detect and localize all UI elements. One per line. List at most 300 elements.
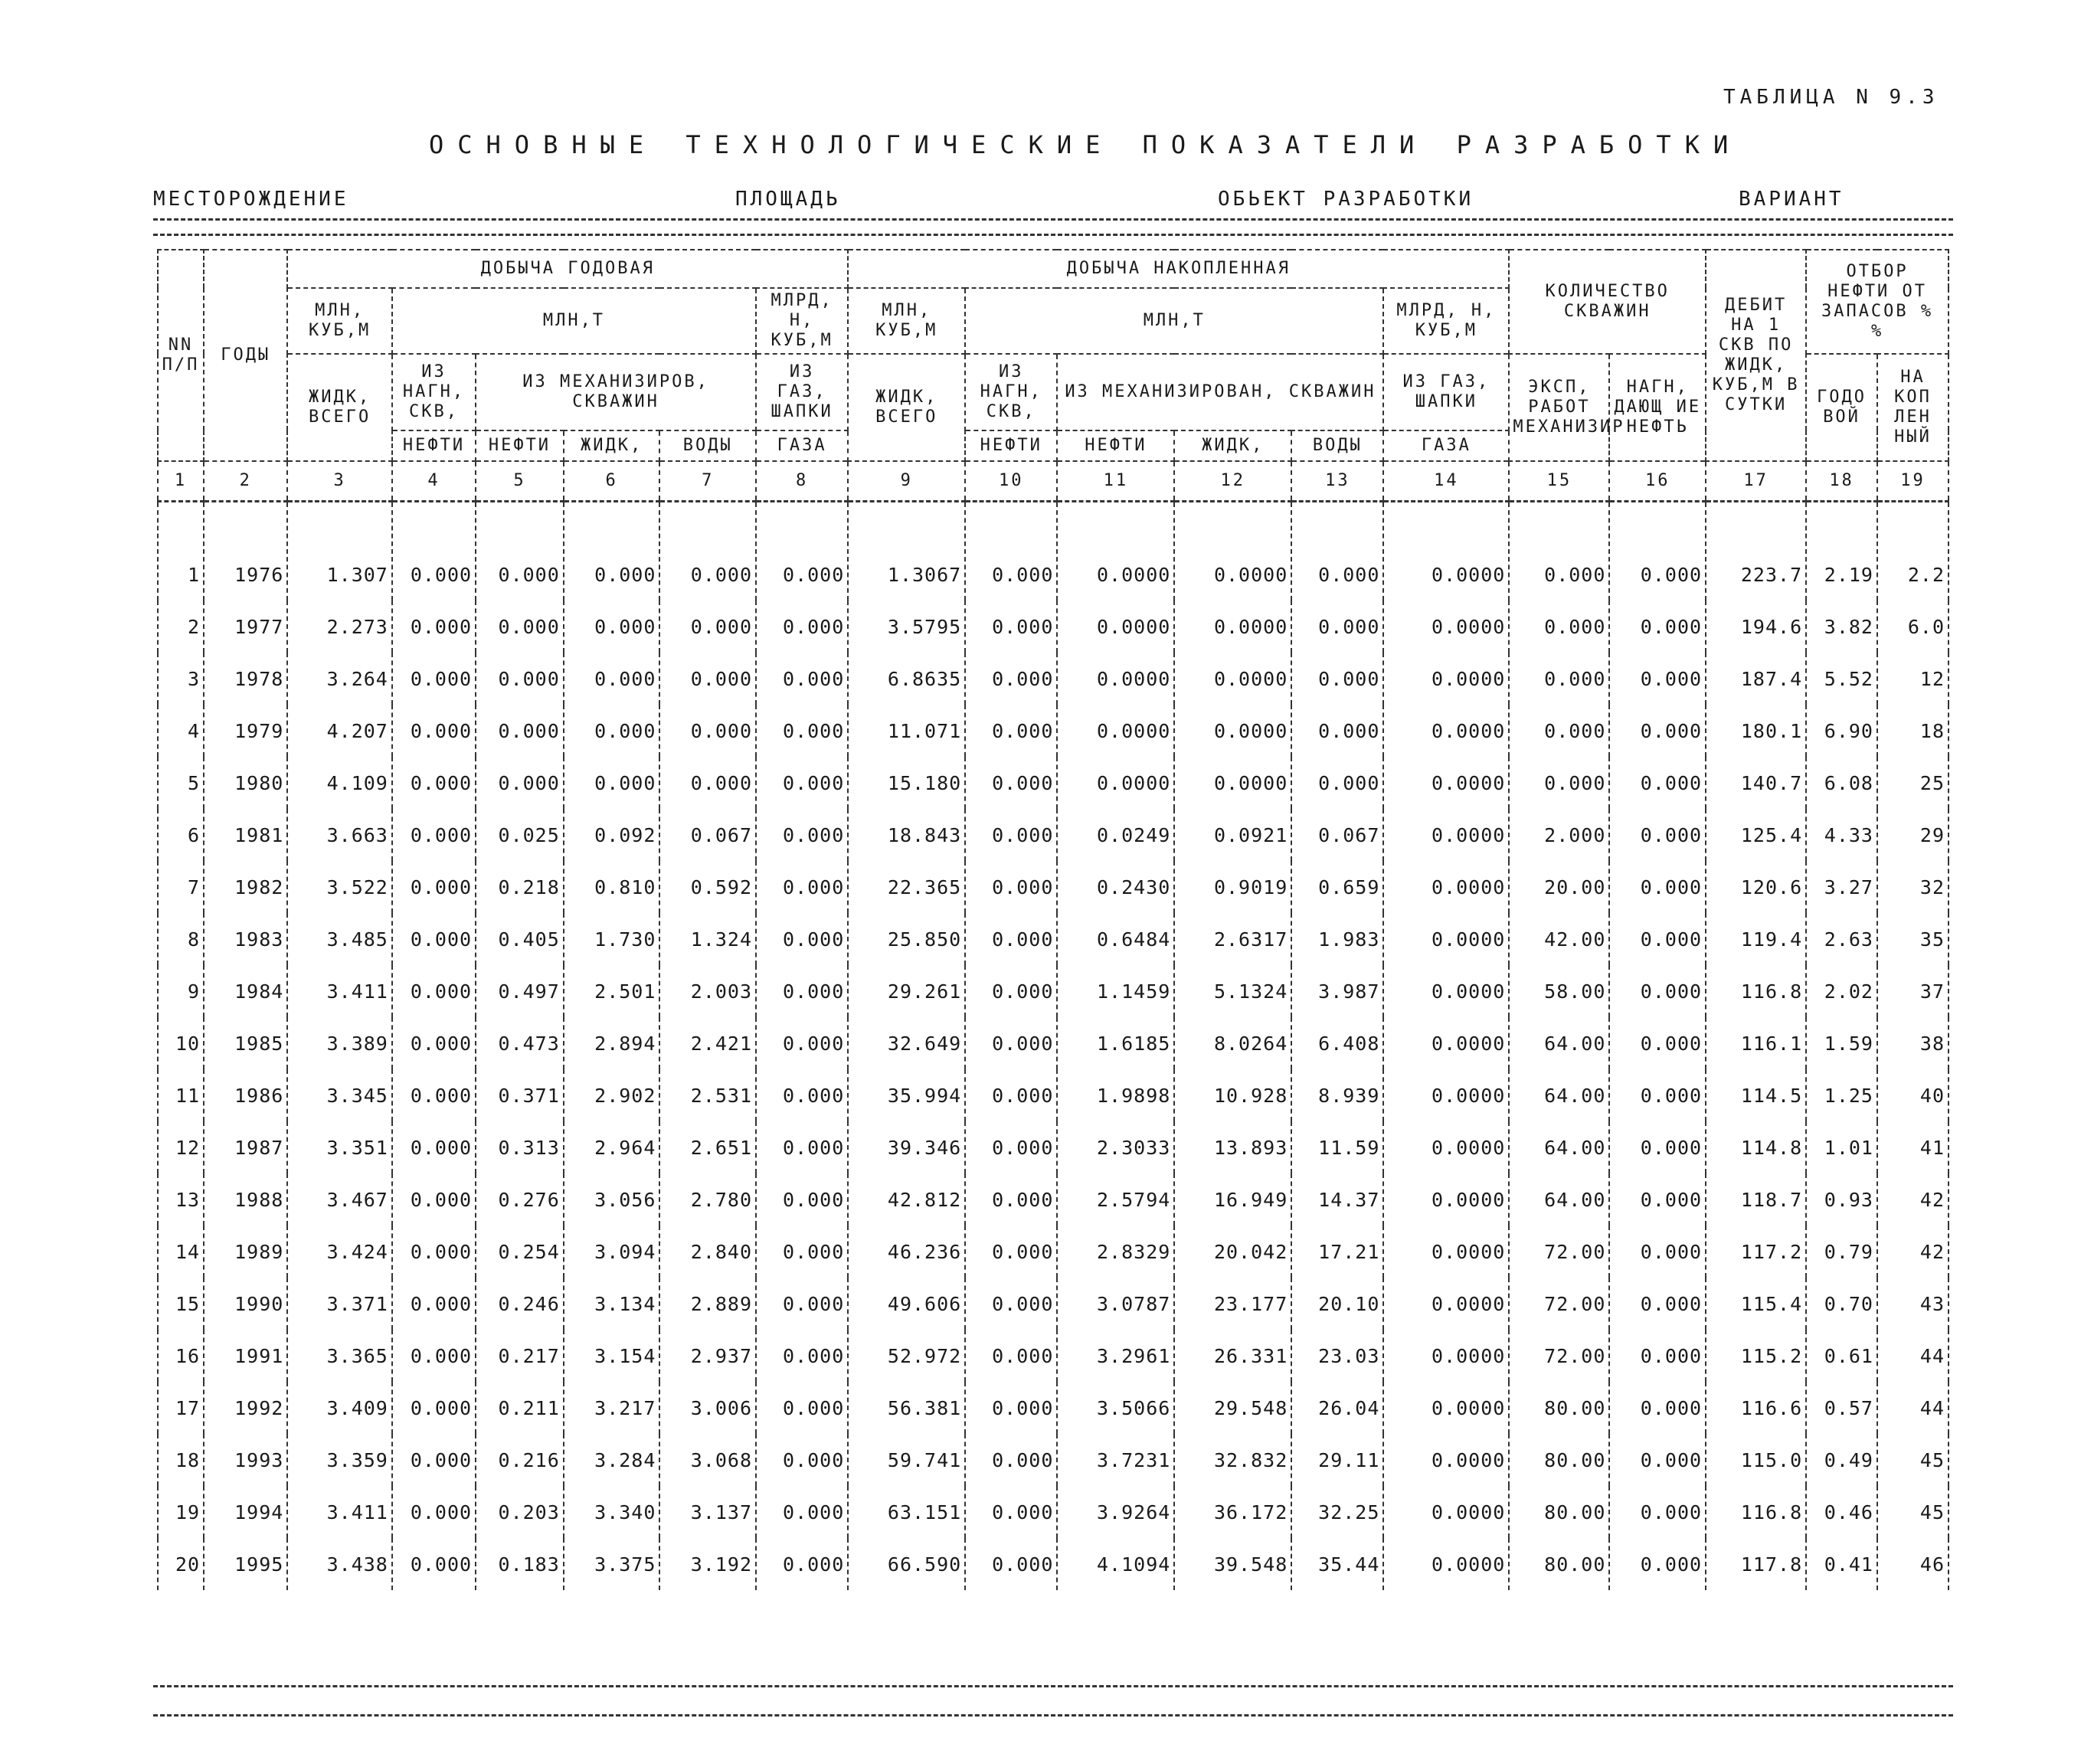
table-cell: 1.3067 [848, 502, 965, 601]
table-cell: 0.371 [476, 1069, 564, 1121]
table-cell: 0.000 [659, 601, 756, 653]
table-cell: 23.177 [1174, 1278, 1291, 1330]
table-row [158, 1121, 1948, 1173]
table-cell: 1979 [204, 705, 287, 757]
table-cell: 115.0 [1706, 1434, 1806, 1486]
table-cell: 4.33 [1806, 809, 1877, 861]
table-cell: 35.44 [1291, 1538, 1383, 1590]
table-cell: 116.8 [1706, 965, 1806, 1017]
table-cell: 19 [158, 1486, 204, 1538]
table-cell: 0.000 [1609, 502, 1706, 601]
header-cum-mech-water: ВОДЫ [1291, 430, 1383, 461]
header-annual-from-mech: ИЗ МЕХАНИЗИРОВ, СКВАЖИН [476, 354, 756, 430]
table-cell: 23.03 [1291, 1330, 1383, 1382]
table-cell: 0.0000 [1057, 502, 1174, 601]
header-annual-mln-t: МЛН,Т [392, 288, 756, 354]
table-cell: 29.548 [1174, 1382, 1291, 1434]
table-cell: 2.8329 [1057, 1226, 1174, 1278]
table-cell: 45 [1877, 1434, 1948, 1486]
table-cell: 11.59 [1291, 1121, 1383, 1173]
table-cell: 0.000 [1291, 601, 1383, 653]
table-row [158, 1538, 1948, 1590]
table-row [158, 653, 1948, 705]
column-number: 15 [1509, 461, 1609, 502]
table-cell: 0.0000 [1383, 601, 1509, 653]
column-number-row [158, 461, 1948, 502]
table-cell: 45 [1877, 1486, 1948, 1538]
table-cell: 1980 [204, 757, 287, 809]
table-cell: 0.000 [756, 1278, 848, 1330]
table-row [158, 757, 1948, 809]
table-cell: 3.359 [287, 1434, 392, 1486]
object-label: ОБЬЕКТ РАЗРАБОТКИ [1218, 188, 1474, 211]
header-annual-mech-oil: НЕФТИ [476, 430, 564, 461]
table-cell: 0.000 [659, 757, 756, 809]
table-cell: 39.548 [1174, 1538, 1291, 1590]
header-cum-liquid-total: ЖИДК, ВСЕГО [848, 354, 965, 461]
table-cell: 1991 [204, 1330, 287, 1382]
table-cell: 3.987 [1291, 965, 1383, 1017]
column-number: 3 [287, 461, 392, 502]
table-cell: 2.889 [659, 1278, 756, 1330]
table-cell: 180.1 [1706, 705, 1806, 757]
table-cell: 64.00 [1509, 1121, 1609, 1173]
table-cell: 1.9898 [1057, 1069, 1174, 1121]
table-cell: 17.21 [1291, 1226, 1383, 1278]
table-cell: 36.172 [1174, 1486, 1291, 1538]
table-cell: 140.7 [1706, 757, 1806, 809]
column-number: 14 [1383, 461, 1509, 502]
table-cell: 11 [158, 1069, 204, 1121]
table-cell: 1990 [204, 1278, 287, 1330]
table-cell: 0.000 [564, 705, 660, 757]
table-cell: 72.00 [1509, 1226, 1609, 1278]
table-cell: 0.49 [1806, 1434, 1877, 1486]
table-row [158, 913, 1948, 965]
column-number: 12 [1174, 461, 1291, 502]
table-cell: 64.00 [1509, 1017, 1609, 1069]
header-cum-gas: ГАЗА [1383, 430, 1509, 461]
header-annual-from-gas-cap: ИЗ ГАЗ, ШАПКИ [756, 354, 848, 430]
table-cell: 2.894 [564, 1017, 660, 1069]
table-cell: 0.000 [756, 1434, 848, 1486]
table-cell: 2 [158, 601, 204, 653]
table-cell: 5.52 [1806, 653, 1877, 705]
table-cell: 0.0000 [1383, 1434, 1509, 1486]
table-cell: 1.25 [1806, 1069, 1877, 1121]
table-row [158, 1173, 1948, 1226]
table-cell: 29 [1877, 809, 1948, 861]
table-cell: 2.840 [659, 1226, 756, 1278]
table-cell: 2.02 [1806, 965, 1877, 1017]
table-cell: 125.4 [1706, 809, 1806, 861]
table-cell: 13.893 [1174, 1121, 1291, 1173]
table-cell: 0.000 [564, 502, 660, 601]
table-number: ТАБЛИЦА N 9.3 [1723, 86, 1939, 109]
header-annual-liquid-total: ЖИДК, ВСЕГО [287, 354, 392, 461]
table-cell: 42.812 [848, 1173, 965, 1226]
table-cell: 0.0000 [1383, 965, 1509, 1017]
table-cell: 0.000 [965, 1173, 1057, 1226]
table-cell: 3.137 [659, 1486, 756, 1538]
table-cell: 0.000 [965, 1069, 1057, 1121]
table-cell: 0.000 [1609, 1486, 1706, 1538]
table-cell: 3.411 [287, 1486, 392, 1538]
table-cell: 114.5 [1706, 1069, 1806, 1121]
table-row [158, 1226, 1948, 1278]
table-cell: 2.2 [1877, 502, 1948, 601]
table-cell: 0.000 [1609, 861, 1706, 913]
table-cell: 1981 [204, 809, 287, 861]
table-cell: 0.025 [476, 809, 564, 861]
header-annual: ДОБЫЧА ГОДОВАЯ [287, 250, 848, 288]
table-cell: 0.000 [564, 601, 660, 653]
header-annual-mlrd-cub: МЛРД, Н, КУБ,М [756, 288, 848, 354]
table-cell: 15 [158, 1278, 204, 1330]
table-cell: 1984 [204, 965, 287, 1017]
table-cell: 2.902 [564, 1069, 660, 1121]
table-cell: 0.000 [392, 1226, 476, 1278]
table-cell: 4 [158, 705, 204, 757]
table-cell: 0.57 [1806, 1382, 1877, 1434]
table-cell: 0.2430 [1057, 861, 1174, 913]
table-cell: 0.000 [659, 502, 756, 601]
table-cell: 0.0000 [1383, 1382, 1509, 1434]
table-cell: 2.000 [1509, 809, 1609, 861]
table-cell: 38 [1877, 1017, 1948, 1069]
table-cell: 0.000 [756, 757, 848, 809]
table-cell: 64.00 [1509, 1069, 1609, 1121]
table-cell: 39.346 [848, 1121, 965, 1173]
table-cell: 118.7 [1706, 1173, 1806, 1226]
table-cell: 1.59 [1806, 1017, 1877, 1069]
table-cell: 120.6 [1706, 861, 1806, 913]
table-cell: 0.000 [756, 913, 848, 965]
table-cell: 42 [1877, 1226, 1948, 1278]
table-cell: 2.651 [659, 1121, 756, 1173]
column-number: 4 [392, 461, 476, 502]
table-cell: 0.218 [476, 861, 564, 913]
table-cell: 6.8635 [848, 653, 965, 705]
table-cell: 2.63 [1806, 913, 1877, 965]
table-cell: 2.780 [659, 1173, 756, 1226]
table-cell: 1992 [204, 1382, 287, 1434]
table-cell: 8.0264 [1174, 1017, 1291, 1069]
table-cell: 16.949 [1174, 1173, 1291, 1226]
header-cum-mlrd-cub: МЛРД, Н, КУБ,М [1383, 288, 1509, 354]
table-cell: 9 [158, 965, 204, 1017]
table-cell: 0.46 [1806, 1486, 1877, 1538]
table-cell: 0.0000 [1383, 809, 1509, 861]
column-number: 17 [1706, 461, 1806, 502]
table-cell: 0.000 [392, 502, 476, 601]
table-row [158, 1486, 1948, 1538]
table-cell: 0.000 [1609, 757, 1706, 809]
table-cell: 0.000 [1609, 1017, 1706, 1069]
table-cell: 3.82 [1806, 601, 1877, 653]
table-cell: 1995 [204, 1538, 287, 1590]
column-number: 10 [965, 461, 1057, 502]
table-cell: 20.00 [1509, 861, 1609, 913]
table-cell: 0.276 [476, 1173, 564, 1226]
table-cell: 0.000 [476, 653, 564, 705]
table-row [158, 1330, 1948, 1382]
table-cell: 0.41 [1806, 1538, 1877, 1590]
table-cell: 72.00 [1509, 1278, 1609, 1330]
table-cell: 1989 [204, 1226, 287, 1278]
table-cell: 0.0000 [1174, 502, 1291, 601]
table-cell: 115.2 [1706, 1330, 1806, 1382]
table-cell: 0.000 [476, 705, 564, 757]
table-cell: 3.068 [659, 1434, 756, 1486]
header-cum-from-gas-cap: ИЗ ГАЗ, ШАПКИ [1383, 354, 1509, 430]
table-cell: 26.331 [1174, 1330, 1291, 1382]
table-cell: 46.236 [848, 1226, 965, 1278]
table-cell: 0.000 [756, 809, 848, 861]
table-cell: 0.659 [1291, 861, 1383, 913]
variant-label: ВАРИАНТ [1739, 188, 1844, 211]
table-cell: 0.000 [1609, 913, 1706, 965]
table-cell: 1.307 [287, 502, 392, 601]
table-cell: 52.972 [848, 1330, 965, 1382]
table-cell: 0.9019 [1174, 861, 1291, 913]
table-cell: 0.067 [659, 809, 756, 861]
table-cell: 0.93 [1806, 1173, 1877, 1226]
table-row [158, 1278, 1948, 1330]
table-cell: 46 [1877, 1538, 1948, 1590]
table-row [158, 861, 1948, 913]
table-cell: 0.313 [476, 1121, 564, 1173]
table-cell: 42 [1877, 1173, 1948, 1226]
divider-top [153, 218, 1953, 221]
table-cell: 32.25 [1291, 1486, 1383, 1538]
table-cell: 0.000 [1609, 1330, 1706, 1382]
table-cell: 3.264 [287, 653, 392, 705]
table-cell: 0.203 [476, 1486, 564, 1538]
table-cell: 223.7 [1706, 502, 1806, 601]
table-cell: 3.365 [287, 1330, 392, 1382]
table-cell: 0.000 [392, 1486, 476, 1538]
table-cell: 0.0000 [1383, 1330, 1509, 1382]
table-cell: 80.00 [1509, 1382, 1609, 1434]
table-body [158, 502, 1948, 1591]
table-row [158, 1017, 1948, 1069]
table-row [158, 1069, 1948, 1121]
table-cell: 0.000 [392, 913, 476, 965]
table-row [158, 601, 1948, 653]
table-cell: 6.408 [1291, 1017, 1383, 1069]
table-cell: 2.937 [659, 1330, 756, 1382]
table-cell: 1.01 [1806, 1121, 1877, 1173]
table-cell: 20.042 [1174, 1226, 1291, 1278]
table-cell: 0.246 [476, 1278, 564, 1330]
table-cell: 0.000 [564, 653, 660, 705]
table-cell: 0.000 [1609, 705, 1706, 757]
table-cell: 0.70 [1806, 1278, 1877, 1330]
table-cell: 0.000 [392, 1434, 476, 1486]
table-cell: 3 [158, 653, 204, 705]
table-cell: 0.000 [756, 1538, 848, 1590]
table-cell: 0.000 [1291, 757, 1383, 809]
table-cell: 1.324 [659, 913, 756, 965]
table-cell: 0.000 [1609, 965, 1706, 1017]
table-cell: 1983 [204, 913, 287, 965]
table-cell: 42.00 [1509, 913, 1609, 965]
table-cell: 0.000 [965, 861, 1057, 913]
table-cell: 3.006 [659, 1382, 756, 1434]
column-number: 16 [1609, 461, 1706, 502]
table-cell: 0.6484 [1057, 913, 1174, 965]
table-cell: 0.000 [965, 757, 1057, 809]
table-cell: 0.000 [392, 809, 476, 861]
table-cell: 3.375 [564, 1538, 660, 1590]
header-nn: NN П/П [158, 250, 204, 461]
table-cell: 15.180 [848, 757, 965, 809]
table-cell: 116.8 [1706, 1486, 1806, 1538]
table-cell: 0.000 [1509, 601, 1609, 653]
table-cell: 116.6 [1706, 1382, 1806, 1434]
table-cell: 35.994 [848, 1069, 965, 1121]
table-cell: 3.340 [564, 1486, 660, 1538]
table-cell: 0.000 [1609, 1382, 1706, 1434]
table-cell: 0.61 [1806, 1330, 1877, 1382]
table-cell: 0.000 [965, 809, 1057, 861]
table-cell: 0.000 [965, 1538, 1057, 1590]
table-cell: 63.151 [848, 1486, 965, 1538]
table-cell: 80.00 [1509, 1538, 1609, 1590]
table-cell: 17 [158, 1382, 204, 1434]
table-cell: 80.00 [1509, 1434, 1609, 1486]
table-cell: 0.000 [1509, 705, 1609, 757]
table-row [158, 809, 1948, 861]
table-cell: 22.365 [848, 861, 965, 913]
column-number: 8 [756, 461, 848, 502]
table-cell: 0.000 [756, 502, 848, 601]
header-annual-mech-water: ВОДЫ [659, 430, 756, 461]
header-annual-inj-oil: НЕФТИ [392, 430, 476, 461]
table-cell: 2.501 [564, 965, 660, 1017]
table-cell: 59.741 [848, 1434, 965, 1486]
table-cell: 3.5795 [848, 601, 965, 653]
table-cell: 3.217 [564, 1382, 660, 1434]
table-cell: 2.964 [564, 1121, 660, 1173]
column-number: 19 [1877, 461, 1948, 502]
table-cell: 114.8 [1706, 1121, 1806, 1173]
table-cell: 194.6 [1706, 601, 1806, 653]
table-cell: 0.000 [965, 705, 1057, 757]
table-cell: 0.0000 [1383, 1069, 1509, 1121]
table-cell: 3.351 [287, 1121, 392, 1173]
table-cell: 1987 [204, 1121, 287, 1173]
table-cell: 1994 [204, 1486, 287, 1538]
table-cell: 2.19 [1806, 502, 1877, 601]
header-cum-from-inj: ИЗ НАГН, СКВ, [965, 354, 1057, 430]
table-cell: 25.850 [848, 913, 965, 965]
table-cell: 0.067 [1291, 809, 1383, 861]
column-number: 13 [1291, 461, 1383, 502]
table-cell: 0.211 [476, 1382, 564, 1434]
table-cell: 0.000 [756, 1069, 848, 1121]
table-cell: 0.000 [1509, 502, 1609, 601]
table-cell: 0.0000 [1383, 653, 1509, 705]
table-cell: 0.0000 [1174, 653, 1291, 705]
header-inj-oil: НАГН, ДАЮЩ ИЕ НЕФТЬ [1609, 354, 1706, 461]
table-cell: 2.531 [659, 1069, 756, 1121]
table-cell: 3.467 [287, 1173, 392, 1226]
table-cell: 0.0000 [1383, 1278, 1509, 1330]
column-number: 7 [659, 461, 756, 502]
table-cell: 0.000 [476, 601, 564, 653]
table-cell: 0.000 [392, 965, 476, 1017]
table-cell: 0.0000 [1057, 601, 1174, 653]
table-cell: 3.192 [659, 1538, 756, 1590]
table-cell: 1988 [204, 1173, 287, 1226]
table-cell: 0.000 [965, 653, 1057, 705]
table-cell: 44 [1877, 1382, 1948, 1434]
table-cell: 80.00 [1509, 1486, 1609, 1538]
table-cell: 0.000 [392, 1538, 476, 1590]
table-cell: 18 [158, 1434, 204, 1486]
table-cell: 2.273 [287, 601, 392, 653]
table-cell: 0.000 [965, 1330, 1057, 1382]
header-recovery: ОТБОР НЕФТИ ОТ ЗАПАСОВ % % [1806, 250, 1948, 354]
table-cell: 0.000 [476, 502, 564, 601]
table-cell: 0.000 [1291, 502, 1383, 601]
table-row [158, 965, 1948, 1017]
table-cell: 58.00 [1509, 965, 1609, 1017]
table-cell: 72.00 [1509, 1330, 1609, 1382]
table-cell: 115.4 [1706, 1278, 1806, 1330]
table-cell: 0.0249 [1057, 809, 1174, 861]
table-cell: 40 [1877, 1069, 1948, 1121]
table-cell: 0.000 [756, 861, 848, 913]
table-cell: 3.284 [564, 1434, 660, 1486]
header-wells-count: КОЛИЧЕСТВО СКВАЖИН [1509, 250, 1706, 354]
table-cell: 1.983 [1291, 913, 1383, 965]
table-cell: 0.000 [1509, 653, 1609, 705]
table-cell: 0.000 [756, 1121, 848, 1173]
table-cell: 5.1324 [1174, 965, 1291, 1017]
table-cell: 66.590 [848, 1538, 965, 1590]
table-row [158, 502, 1948, 601]
header-annual-mech-liquid: ЖИДК, [564, 430, 660, 461]
table-cell: 3.5066 [1057, 1382, 1174, 1434]
table-cell: 0.092 [564, 809, 660, 861]
table-cell: 29.11 [1291, 1434, 1383, 1486]
table-cell: 3.424 [287, 1226, 392, 1278]
table-cell: 32 [1877, 861, 1948, 913]
header-prod-mech: ЭКСП, РАБОТ МЕХАНИЗИР [1509, 354, 1609, 461]
table-cell: 1985 [204, 1017, 287, 1069]
table-cell: 0.000 [1609, 1434, 1706, 1486]
table-cell: 1976 [204, 502, 287, 601]
table-cell: 2.5794 [1057, 1173, 1174, 1226]
table-cell: 0.000 [756, 1382, 848, 1434]
table-cell: 0.000 [965, 1017, 1057, 1069]
table-cell: 0.000 [659, 705, 756, 757]
area-label: ПЛОЩАДЬ [735, 188, 841, 211]
table-cell: 3.485 [287, 913, 392, 965]
table-cell: 3.345 [287, 1069, 392, 1121]
table-cell: 44 [1877, 1330, 1948, 1382]
table-cell: 0.000 [392, 861, 476, 913]
table-row [158, 705, 1948, 757]
header-years: ГОДЫ [204, 250, 287, 461]
table-cell: 0.000 [1609, 653, 1706, 705]
table-cell: 3.056 [564, 1173, 660, 1226]
table-cell: 3.2961 [1057, 1330, 1174, 1382]
header-cum-mln-t: МЛН,Т [965, 288, 1383, 354]
